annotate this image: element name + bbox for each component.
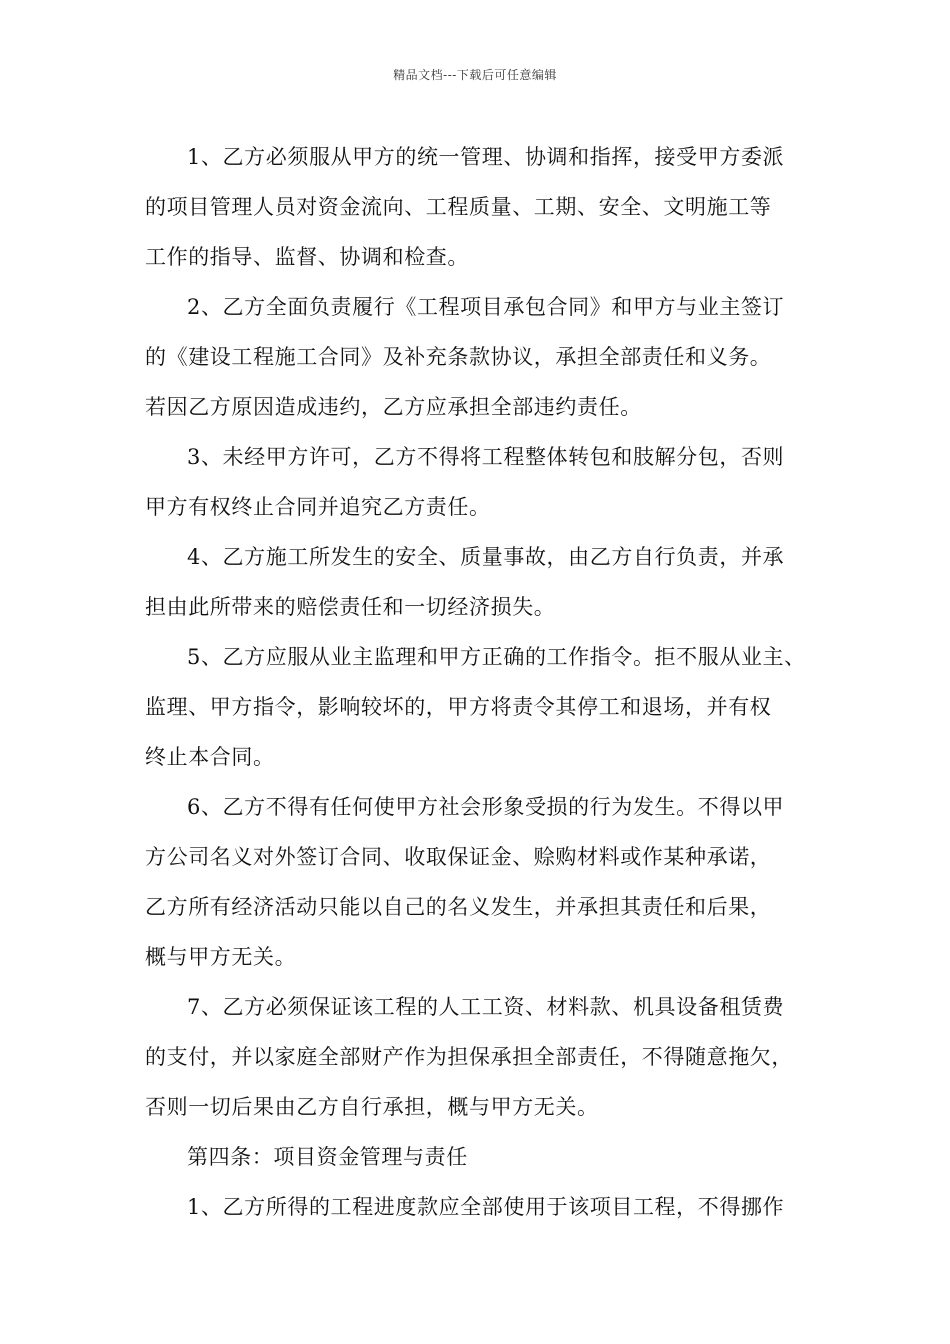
text-line: 否则一切后果由乙方自行承担，概与甲方无关。: [145, 1095, 599, 1119]
clause-paragraph: [145, 432, 835, 532]
text-line: 1、乙方必须服从甲方的统一管理、协调和指挥，接受甲方委派: [187, 145, 785, 169]
text-line: 监理、甲方指令，影响较坏的，甲方将责令其停工和退场，并有权: [145, 695, 772, 719]
clause-paragraph: [145, 632, 835, 782]
text-line: 的《建设工程施工合同》及补充条款协议，承担全部责任和义务。: [145, 345, 772, 369]
text-line: 终止本合同。: [145, 745, 275, 769]
clause-paragraph: [145, 532, 835, 632]
page-header: 精品文档---下载后可任意编辑: [393, 68, 557, 82]
text-line: 7、乙方必须保证该工程的人工工资、材料款、机具设备租赁费: [187, 995, 785, 1019]
text-line: 4、乙方施工所发生的安全、质量事故，由乙方自行负责，并承: [187, 545, 785, 569]
text-line: 第四条：项目资金管理与责任: [187, 1145, 468, 1169]
text-line: 5、乙方应服从业主监理和甲方正确的工作指令。拒不服从业主、: [187, 645, 806, 669]
text-line: 若因乙方原因造成违约，乙方应承担全部违约责任。: [145, 395, 642, 419]
section-heading: [145, 1132, 835, 1182]
clause-paragraph: [145, 1182, 835, 1232]
clause-paragraph: [145, 282, 835, 432]
text-line: 工作的指导、监督、协调和检查。: [145, 245, 469, 269]
clause-paragraph: [145, 782, 835, 982]
text-line: 甲方有权终止合同并追究乙方责任。: [145, 495, 491, 519]
text-line: 方公司名义对外签订合同、收取保证金、赊购材料或作某种承诺，: [145, 845, 772, 869]
text-line: 的项目管理人员对资金流向、工程质量、工期、安全、文明施工等: [145, 195, 772, 219]
text-line: 概与甲方无关。: [145, 945, 297, 969]
text-line: 担由此所带来的赔偿责任和一切经济损失。: [145, 595, 556, 619]
text-line: 3、未经甲方许可，乙方不得将工程整体转包和肢解分包，否则: [187, 445, 785, 469]
text-line: 乙方所有经济活动只能以自己的名义发生，并承担其责任和后果，: [145, 895, 772, 919]
text-line: 的支付，并以家庭全部财产作为担保承担全部责任，不得随意拖欠，: [145, 1045, 793, 1069]
text-line: 2、乙方全面负责履行《工程项目承包合同》和甲方与业主签订: [187, 295, 785, 319]
document-body: [145, 132, 835, 1232]
clause-paragraph: [145, 982, 835, 1132]
text-line: 1、乙方所得的工程进度款应全部使用于该项目工程，不得挪作: [187, 1195, 785, 1219]
text-line: 6、乙方不得有任何使甲方社会形象受损的行为发生。不得以甲: [187, 795, 785, 819]
clause-paragraph: [145, 132, 835, 282]
